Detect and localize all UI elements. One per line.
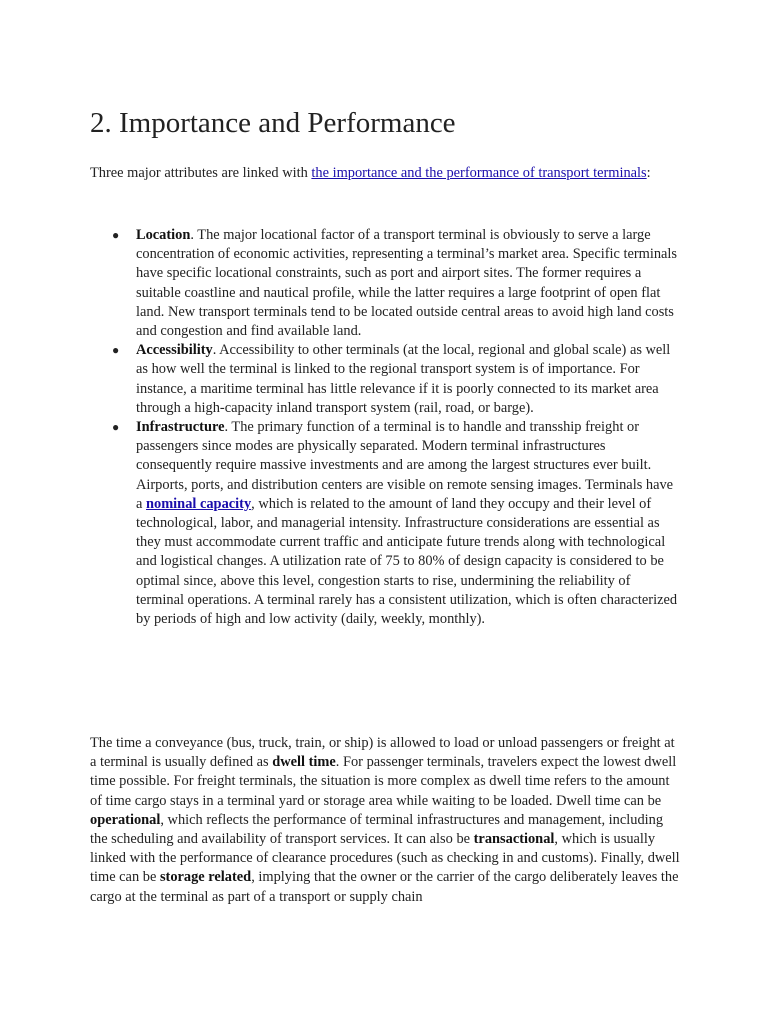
dwell-text-2: . For passenger terminals, travelers expect the lowest dwell time possible. For freight terminals, the situation is more complex as dwell time refers to the amount of time cargo stays in a terminal yard or storage area while waiting to be loaded. Dwell time can be (90, 754, 677, 809)
term-location: Location (136, 227, 191, 243)
term-accessibility: Accessibility (136, 342, 213, 359)
transport-terminals-link[interactable]: the importance and the performance of transport terminals (311, 165, 647, 181)
section-heading: 2. Importance and Performance (90, 107, 456, 139)
list-item-accessibility (90, 341, 680, 418)
list-item-location (90, 226, 680, 341)
term-dwell-time: dwell time (272, 754, 336, 771)
dwell-text-3: , which reflects the performance of terminal infrastructures and management, including the scheduling and availability of transport services. It can also be (90, 811, 664, 848)
list-item-infrastructure (90, 418, 680, 629)
dwell-text-1: The time a conveyance (bus, truck, train, or ship) is allowed to load or unload passengers or freight at a terminal is usually defined as (90, 735, 675, 771)
nominal-capacity-link[interactable]: nominal capacity (146, 495, 252, 512)
intro-text: Three major attributes are linked with (90, 165, 312, 181)
intro-paragraph (90, 164, 670, 183)
bullet-icon: ● (112, 420, 120, 435)
dwell-time-paragraph (90, 734, 680, 907)
location-description: . The major locational factor of a transport terminal is obviously to serve a large concentration of economic activities, representing a terminal’s market area. Specific terminals have specific locational constraints, such as port and airport sites. The former requires a suitable coastline and nautical profile, while the latter requires a large footprint of open flat land. New transport terminals tend to be located outside central areas to avoid high land costs and congestion and find available land. (136, 227, 678, 340)
term-infrastructure: Infrastructure (136, 419, 225, 436)
term-transactional: transactional (473, 831, 555, 848)
term-operational: operational (90, 811, 161, 828)
accessibility-description: . Accessibility to other terminals (at the local, regional and global scale) as well as how well the terminal is linked to the regional transport system is of importance. For instance, a maritime terminal has little relevance if it is poorly connected to its market area through a high-capacity inland transport system (rail, road, or barge). (136, 342, 671, 416)
infrastructure-description-end: , which is related to the amount of land they occupy and their level of technological, labor, and managerial intensity. Infrastructure considerations are essential as they must accommodate current traffic and anticipate future trends along with technological and logistical changes. A utilization rate of 75 to 80% of design capacity is considered to be optimal since, above this level, congestion starts to rise, undermining the reliability of terminal operations. A terminal rarely has a consistent utilization, which is often characterized by periods of high and low activity (daily, weekly, monthly). (136, 495, 678, 628)
dwell-text-4: , which is usually linked with the performance of clearance procedures (such as checking in and customs). Finally, dwell time can be (90, 831, 680, 886)
infrastructure-description-start: . The primary function of a terminal is to handle and transship freight or passengers since modes are physically separated. Modern terminal infrastructures consequently require massive investments and are among the largest structures ever built. Airports, ports, and distribution centers are visible on remote sensing images. Terminals have a (136, 419, 674, 512)
bullet-icon: ● (112, 343, 120, 358)
attributes-list (90, 226, 680, 629)
intro-colon: : (646, 165, 651, 181)
dwell-text-5: , implying that the owner or the carrier of the cargo deliberately leaves the cargo at the terminal as part of a transport or supply chain (90, 869, 679, 905)
term-storage-related: storage related (159, 869, 252, 886)
bullet-icon: ● (112, 228, 120, 242)
